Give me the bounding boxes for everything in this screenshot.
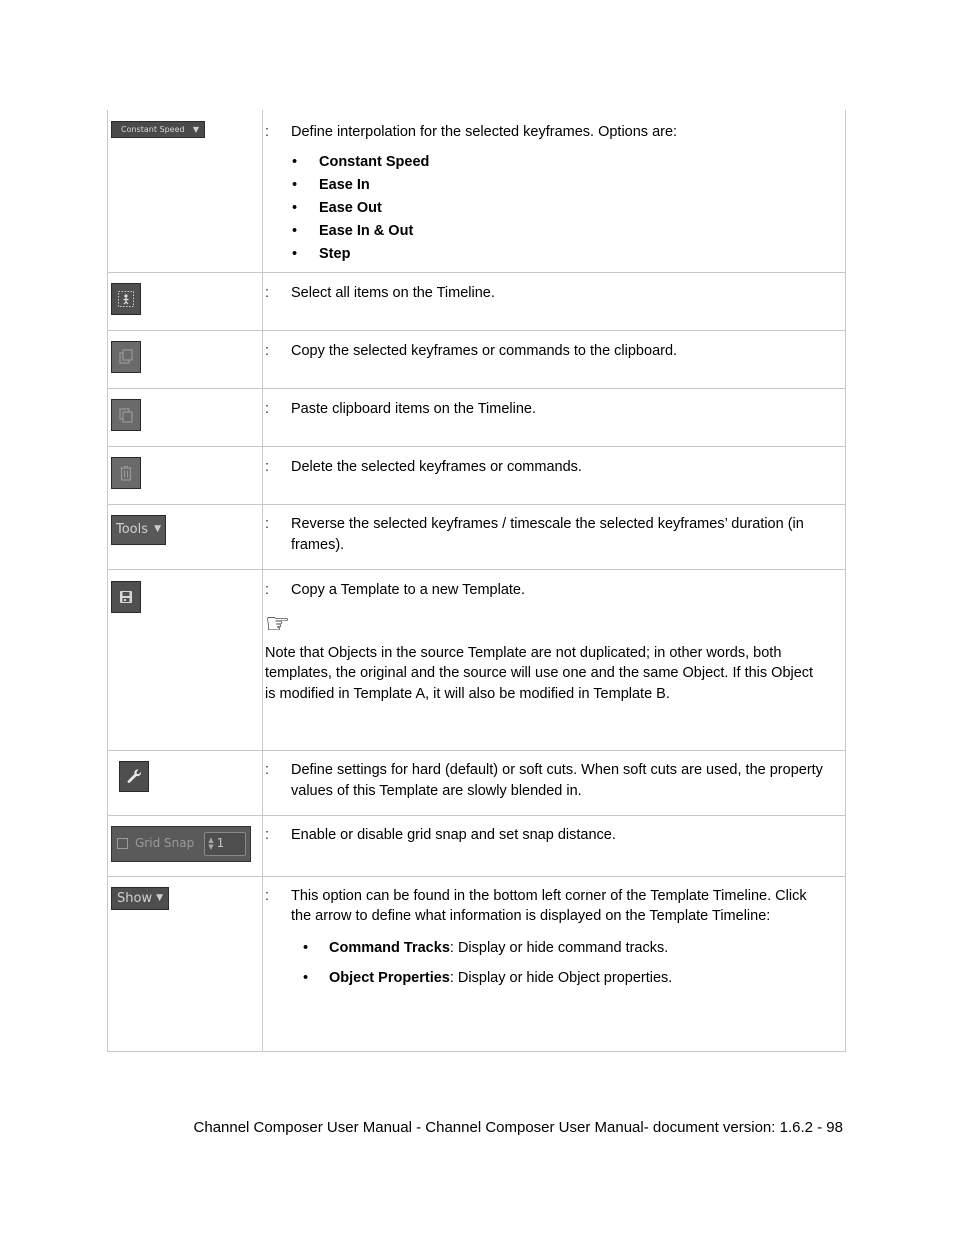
icon-cell bbox=[108, 110, 263, 272]
icon-cell bbox=[108, 272, 263, 330]
select-all-icon bbox=[111, 283, 141, 315]
icon-cell bbox=[108, 446, 263, 504]
description-text: Copy the selected keyframes or commands to the clipboard. bbox=[291, 342, 678, 359]
list-item: • Ease In bbox=[319, 174, 845, 197]
description-cell bbox=[263, 504, 846, 569]
trash-icon bbox=[111, 457, 141, 489]
description-cell bbox=[263, 446, 846, 504]
wrench-icon bbox=[119, 761, 149, 792]
separator: : bbox=[265, 515, 270, 532]
chevron-down-icon: ▼ bbox=[156, 892, 163, 903]
separator: : bbox=[265, 826, 270, 843]
separator: : bbox=[265, 761, 270, 778]
table-row bbox=[108, 330, 846, 388]
constant-speed-dropdown bbox=[111, 121, 205, 138]
interpolation-options bbox=[263, 151, 845, 266]
list-item: • Ease In & Out bbox=[319, 220, 845, 243]
table-row bbox=[108, 569, 846, 750]
icon-cell bbox=[108, 330, 263, 388]
grid-snap-label: Grid Snap bbox=[135, 836, 195, 850]
description-cell bbox=[263, 815, 846, 876]
snap-distance-stepper bbox=[204, 832, 246, 856]
description-cell bbox=[263, 388, 846, 446]
description-text: Reverse the selected keyframes / timescale the selected keyframes’ duration (in frames). bbox=[291, 515, 804, 553]
table-row bbox=[108, 272, 846, 330]
table-row bbox=[108, 110, 846, 272]
grid-snap-checkbox bbox=[117, 838, 128, 849]
snap-distance-value: 1 bbox=[216, 836, 225, 850]
description-text: Select all items on the Timeline. bbox=[291, 284, 495, 301]
description-text: Enable or disable grid snap and set snap distance. bbox=[291, 826, 616, 843]
description-text: Paste clipboard items on the Timeline. bbox=[291, 400, 537, 417]
list-item bbox=[329, 963, 845, 993]
table-row bbox=[108, 446, 846, 504]
grid-snap-widget bbox=[111, 826, 251, 862]
separator: : bbox=[265, 458, 270, 475]
separator: : bbox=[265, 887, 270, 904]
reference-table bbox=[107, 110, 846, 1052]
chevron-down-icon: ▼ bbox=[154, 524, 161, 534]
icon-cell bbox=[108, 750, 263, 815]
table-row bbox=[108, 815, 846, 876]
description-cell bbox=[263, 272, 846, 330]
description-text: Copy a Template to a new Template. bbox=[291, 581, 526, 598]
separator: : bbox=[265, 581, 270, 598]
tools-dropdown bbox=[111, 515, 166, 545]
description-text: This option can be found in the bottom left corner of the Template Timeline. Click the arrow to define what information is displayed on the Template Timeline: bbox=[291, 887, 807, 924]
table-row bbox=[108, 504, 846, 569]
list-item bbox=[329, 933, 845, 963]
note-text: Note that Objects in the source Template are not duplicated; in other words, both templates, the original and the source will use one and the same Object. If this Object is modified in Template A, it will also be modified in Template B. bbox=[265, 644, 814, 702]
chevron-down-icon: ▼ bbox=[192, 125, 199, 134]
list-item: • Ease Out bbox=[319, 197, 845, 220]
list-item: • Step bbox=[319, 243, 845, 266]
description-cell bbox=[263, 569, 846, 750]
description-text: Define settings for hard (default) or soft cuts. When soft cuts are used, the property values of this Template are slowly blended in. bbox=[291, 761, 823, 799]
show-options bbox=[291, 933, 845, 993]
separator: : bbox=[265, 342, 270, 359]
separator: : bbox=[265, 284, 270, 301]
option-desc: : Display or hide Object properties. bbox=[449, 969, 673, 986]
description-text: Delete the selected keyframes or commands. bbox=[291, 458, 582, 475]
stepper-arrows-icon: ▲ ▼ bbox=[208, 835, 214, 851]
pointing-hand-icon: ☞ bbox=[265, 606, 291, 640]
option-desc: : Display or hide command tracks. bbox=[449, 939, 669, 956]
list-item: • Constant Speed bbox=[319, 151, 845, 174]
icon-cell bbox=[108, 504, 263, 569]
option-term: Command Tracks bbox=[329, 939, 450, 956]
description-cell bbox=[263, 876, 846, 1051]
description-cell bbox=[263, 750, 846, 815]
separator: : bbox=[265, 124, 270, 140]
option-term: Object Properties bbox=[329, 969, 450, 986]
table-row bbox=[108, 750, 846, 815]
dropdown-label: Constant Speed bbox=[121, 125, 185, 134]
separator: : bbox=[265, 400, 270, 417]
table-row bbox=[108, 876, 846, 1051]
dropdown-label: Show bbox=[117, 890, 153, 906]
description-cell bbox=[263, 110, 846, 272]
description-text: Define interpolation for the selected keyframes. Options are: bbox=[291, 124, 678, 140]
icon-cell bbox=[108, 876, 263, 1051]
copy-icon bbox=[111, 341, 141, 373]
icon-cell bbox=[108, 815, 263, 876]
icon-cell bbox=[108, 569, 263, 750]
description-cell bbox=[263, 330, 846, 388]
page-footer: Channel Composer User Manual - Channel Composer User Manual- document version: 1.6.2 - 98 bbox=[193, 1119, 843, 1136]
paste-icon bbox=[111, 399, 141, 431]
dropdown-label: Tools bbox=[116, 522, 149, 537]
show-dropdown bbox=[111, 887, 169, 910]
icon-cell bbox=[108, 388, 263, 446]
table-row bbox=[108, 388, 846, 446]
save-template-icon bbox=[111, 581, 141, 613]
